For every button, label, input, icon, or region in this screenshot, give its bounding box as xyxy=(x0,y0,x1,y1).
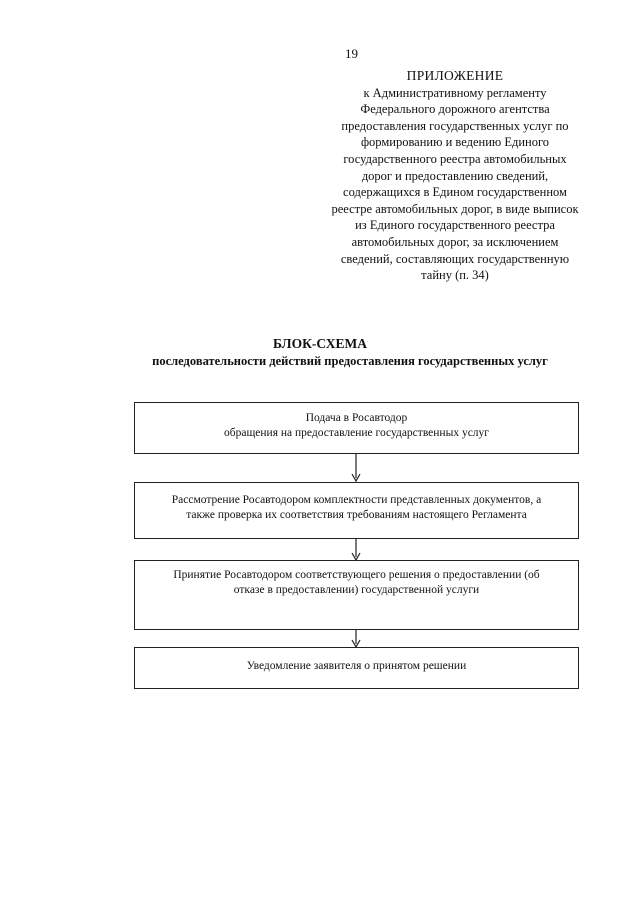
appendix-line: содержащихся в Едином государственном xyxy=(343,185,567,200)
appendix-line: формированию и ведению Единого xyxy=(360,135,550,150)
flowchart-subtitle: последовательности действий предоставления государственных услуг xyxy=(152,354,548,368)
appendix-line: тайну (п. 34) xyxy=(421,268,489,283)
page-number: 19 xyxy=(345,46,358,61)
flow-step-notification xyxy=(134,647,579,689)
appendix-line: к Административному регламенту xyxy=(363,85,547,100)
step-text: Принятие Росавтодором соответствующего решения о предоставлении (об xyxy=(173,569,540,581)
flow-step-submission xyxy=(134,402,579,454)
appendix-line: государственного реестра автомобильных xyxy=(343,151,567,166)
step-text: отказе в предоставлении) государственной услуги xyxy=(233,584,480,596)
appendix-line: сведений, составляющих государственную xyxy=(340,251,570,266)
step-text: Подача в Росавтодор xyxy=(305,412,408,424)
appendix-heading: ПРИЛОЖЕНИЕ xyxy=(406,68,504,83)
flow-step-review xyxy=(134,482,579,539)
step-text: обращения на предоставление государственных услуг xyxy=(223,427,490,439)
appendix-line: предоставления государственных услуг по xyxy=(341,118,569,133)
appendix-line: дорог и предоставлению сведений, xyxy=(361,168,549,183)
step-text: Уведомление заявителя о принятом решении xyxy=(246,660,467,672)
appendix-line: автомобильных дорог, за исключением xyxy=(351,234,559,249)
flow-step-decision xyxy=(134,560,579,630)
appendix-header xyxy=(305,68,605,284)
flowchart-title: БЛОК-СХЕМА xyxy=(272,336,368,351)
appendix-line: реестре автомобильных дорог, в виде выписок xyxy=(331,201,579,216)
appendix-line: из Единого государственного реестра xyxy=(355,218,555,233)
appendix-line: Федерального дорожного агентства xyxy=(360,102,550,117)
step-text: также проверка их соответствия требованиям настоящего Регламента xyxy=(186,509,527,521)
flow-arrow-1 xyxy=(350,454,362,484)
step-text: Рассмотрение Росавтодором комплектности представленных документов, а xyxy=(171,494,542,506)
